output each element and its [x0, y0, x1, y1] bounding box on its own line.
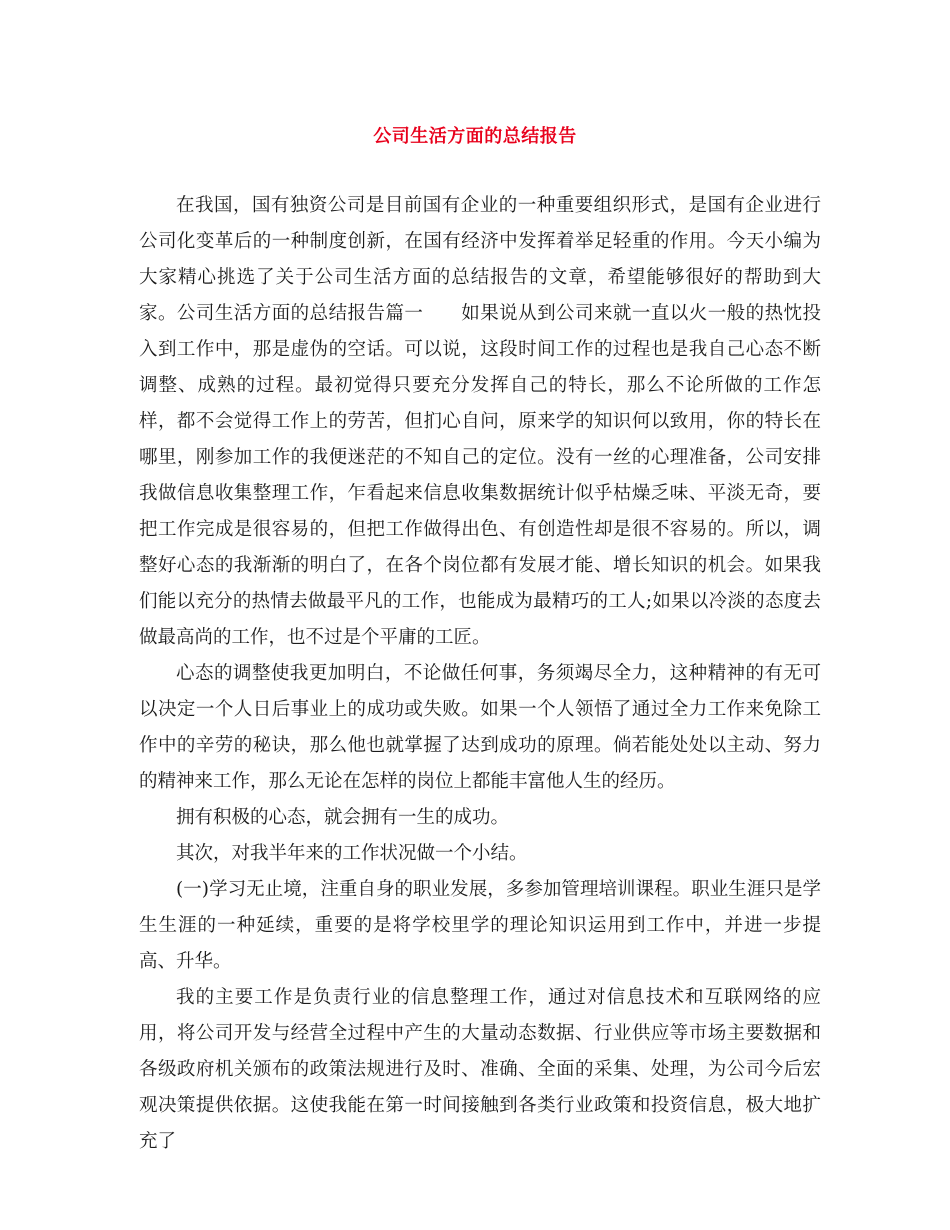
document-body: [139, 188, 821, 1160]
paragraph-mindset: 心态的调整使我更加明白，不论做任何事，务须竭尽全力，这种精神的有无可以决定一个人日后事业上的成功或失败。如果一个人领悟了通过全力工作来免除工作中的辛劳的秘诀，那么他也就掌握了达到成功的原理。倘若能处处以主动、努力的精神来工作，那么无论在怎样的岗位上都能丰富他人生的经历。: [139, 663, 821, 792]
paragraph-main-work: 我的主要工作是负责行业的信息整理工作，通过对信息技术和互联网络的应用，将公司开发与经营全过程中产生的大量动态数据、行业供应等市场主要数据和各级政府机关颁布的政策法规进行及时、准确、全面的采集、处理，为公司今后宏观决策提供依据。这使我能在第一时间接触到各类行业政策和投资信息，极大地扩充了: [139, 987, 821, 1152]
document-title: 公司生活方面的总结报告: [373, 126, 577, 147]
paragraph-learning: (一)学习无止境，注重自身的职业发展，多参加管理培训课程。职业生涯只是学生生涯的一种延续，重要的是将学校里学的理论知识运用到工作中，并进一步提高、升华。: [139, 879, 821, 972]
paragraph-summary-intro: 其次，对我半年来的工作状况做一个小结。: [176, 843, 528, 864]
paragraph-positive-attitude: 拥有积极的心态，就会拥有一生的成功。: [176, 807, 510, 828]
paragraph-intro: 在我国，国有独资公司是目前国有企业的一种重要组织形式，是国有企业进行公司化变革后的一种制度创新，在国有经济中发挥着举足轻重的作用。今天小编为大家精心挑选了关于公司生活方面的总结报告的文章，希望能够很好的帮助到大家。公司生活方面的总结报告篇一 如果说从到公司来就一直以火一般的热忱投入到工作中，那是虚伪的空话。可以说，这段时间工作的过程也是我自己心态不断调整、成熟的过程。最初觉得只要充分发挥自己的特长，那么不论所做的工作怎样，都不会觉得工作上的劳苦，但扪心自问，原来学的知识何以致用，你的特长在哪里，刚参加工作的我便迷茫的不知自己的定位。没有一丝的心理准备，公司安排我做信息收集整理工作，乍看起来信息收集数据统计似乎枯燥乏味、平淡无奇，要把工作完成是很容易的，但把工作做得出色、有创造性却是很不容易的。所以，调整好心态的我渐渐的明白了，在各个岗位都有发展才能、增长知识的机会。如果我们能以充分的热情去做最平凡的工作，也能成为最精巧的工人;如果以冷淡的态度去做最高尚的工作，也不过是个平庸的工匠。: [139, 195, 821, 648]
